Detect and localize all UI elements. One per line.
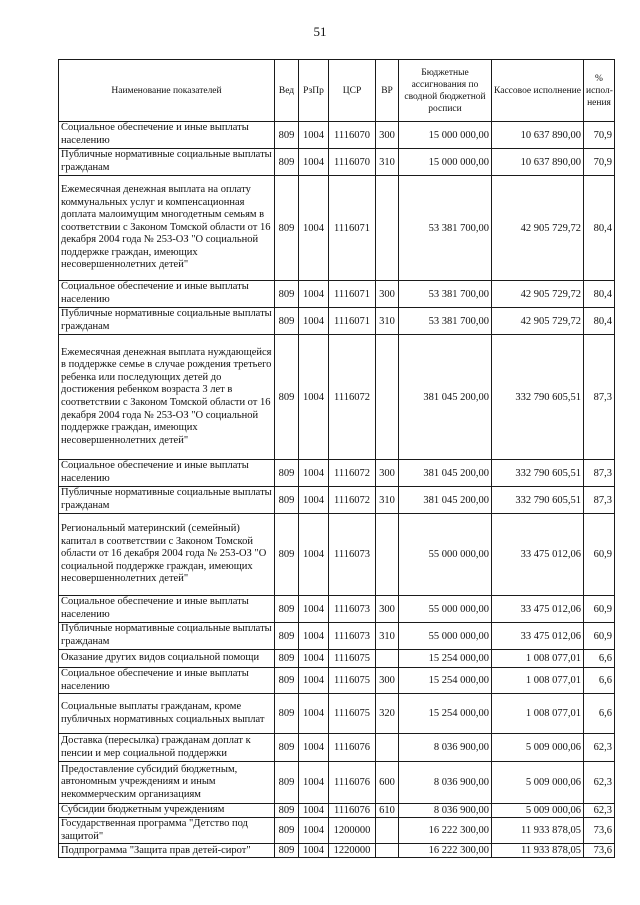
- cell-pct: 6,6: [584, 650, 615, 668]
- cell-name: Предоставление субсидий бюджетным, автономным учреждениям и иным некоммерческим организациям: [59, 762, 275, 804]
- cell-rzpr: 1004: [299, 668, 329, 694]
- cell-vr: 300: [376, 596, 399, 623]
- cell-assign: 55 000 000,00: [399, 623, 492, 650]
- cell-vr: 320: [376, 694, 399, 734]
- cell-rzpr: 1004: [299, 734, 329, 762]
- cell-rzpr: 1004: [299, 149, 329, 176]
- cell-csr: 1116071: [329, 176, 376, 281]
- cell-pct: 6,6: [584, 668, 615, 694]
- cell-rzpr: 1004: [299, 762, 329, 804]
- cell-vr: 310: [376, 308, 399, 335]
- cell-cash: 5 009 000,06: [492, 734, 584, 762]
- cell-ved: 809: [275, 149, 299, 176]
- cell-name: Социальное обеспечение и иные выплаты населению: [59, 281, 275, 308]
- cell-cash: 1 008 077,01: [492, 668, 584, 694]
- cell-csr: 1220000: [329, 844, 376, 858]
- cell-cash: 33 475 012,06: [492, 596, 584, 623]
- cell-name: Подпрограмма "Защита прав детей-сирот": [59, 844, 275, 858]
- cell-cash: 11 933 878,05: [492, 844, 584, 858]
- table-row: [59, 762, 615, 804]
- cell-pct: 73,6: [584, 844, 615, 858]
- cell-rzpr: 1004: [299, 487, 329, 514]
- cell-assign: 55 000 000,00: [399, 596, 492, 623]
- table-row: [59, 734, 615, 762]
- cell-vr: 600: [376, 762, 399, 804]
- cell-cash: 332 790 605,51: [492, 487, 584, 514]
- cell-ved: 809: [275, 694, 299, 734]
- cell-ved: 809: [275, 335, 299, 460]
- cell-assign: 15 254 000,00: [399, 668, 492, 694]
- cell-rzpr: 1004: [299, 596, 329, 623]
- cell-pct: 62,3: [584, 804, 615, 818]
- cell-csr: 1116075: [329, 650, 376, 668]
- cell-rzpr: 1004: [299, 818, 329, 844]
- cell-pct: 87,3: [584, 487, 615, 514]
- cell-vr: 300: [376, 281, 399, 308]
- header-row: [59, 60, 615, 122]
- cell-vr: [376, 335, 399, 460]
- cell-cash: 1 008 077,01: [492, 650, 584, 668]
- cell-csr: 1116073: [329, 514, 376, 596]
- cell-csr: 1116071: [329, 281, 376, 308]
- cell-cash: 1 008 077,01: [492, 694, 584, 734]
- cell-pct: 80,4: [584, 176, 615, 281]
- cell-assign: 15 000 000,00: [399, 122, 492, 149]
- cell-csr: 1116075: [329, 668, 376, 694]
- cell-vr: [376, 650, 399, 668]
- cell-pct: 60,9: [584, 623, 615, 650]
- cell-ved: 809: [275, 460, 299, 487]
- cell-name: Социальное обеспечение и иные выплаты населению: [59, 460, 275, 487]
- cell-name: Региональный материнский (семейный) капитал в соответствии с Законом Томской области от 16 декабря 2004 года № 253-ОЗ "О социальной поддержке граждан, имеющих несовершеннолетних детей": [59, 514, 275, 596]
- cell-ved: 809: [275, 668, 299, 694]
- header-percent: % испол-нения: [584, 60, 615, 122]
- cell-name: Ежемесячная денежная выплата на оплату коммунальных услуг и компенсационная доплата малоимущим многодетным семьям в соответствии с Законом Томской области от 16 декабря 2004 года № 253-ОЗ "О социальной поддержке граждан, имеющих несовершеннолетних детей": [59, 176, 275, 281]
- cell-cash: 10 637 890,00: [492, 122, 584, 149]
- cell-ved: 809: [275, 818, 299, 844]
- cell-vr: 300: [376, 460, 399, 487]
- cell-cash: 42 905 729,72: [492, 308, 584, 335]
- cell-rzpr: 1004: [299, 694, 329, 734]
- cell-ved: 809: [275, 487, 299, 514]
- cell-rzpr: 1004: [299, 623, 329, 650]
- cell-ved: 809: [275, 650, 299, 668]
- cell-cash: 5 009 000,06: [492, 762, 584, 804]
- cell-cash: 33 475 012,06: [492, 514, 584, 596]
- header-cash-execution: Кассовое исполнение: [492, 60, 584, 122]
- table-row: [59, 596, 615, 623]
- page-number: 51: [313, 24, 327, 39]
- cell-ved: 809: [275, 596, 299, 623]
- cell-pct: 62,3: [584, 762, 615, 804]
- cell-assign: 15 254 000,00: [399, 694, 492, 734]
- cell-pct: 87,3: [584, 460, 615, 487]
- table-row: [59, 514, 615, 596]
- cell-vr: 310: [376, 623, 399, 650]
- cell-ved: 809: [275, 281, 299, 308]
- cell-rzpr: 1004: [299, 460, 329, 487]
- cell-cash: 332 790 605,51: [492, 335, 584, 460]
- table-row: [59, 844, 615, 858]
- cell-name: Публичные нормативные социальные выплаты гражданам: [59, 149, 275, 176]
- table-row: [59, 149, 615, 176]
- cell-vr: 300: [376, 122, 399, 149]
- cell-name: Доставка (пересылка) гражданам доплат к пенсии и мер социальной поддержки: [59, 734, 275, 762]
- cell-csr: 1116072: [329, 335, 376, 460]
- cell-vr: 300: [376, 668, 399, 694]
- cell-vr: [376, 844, 399, 858]
- cell-vr: 310: [376, 487, 399, 514]
- cell-pct: 70,9: [584, 149, 615, 176]
- table-row: [59, 804, 615, 818]
- cell-csr: 1116073: [329, 623, 376, 650]
- cell-name: Публичные нормативные социальные выплаты гражданам: [59, 623, 275, 650]
- table-row: [59, 122, 615, 149]
- cell-pct: 80,4: [584, 308, 615, 335]
- cell-ved: 809: [275, 308, 299, 335]
- cell-pct: 87,3: [584, 335, 615, 460]
- cell-assign: 16 222 300,00: [399, 818, 492, 844]
- cell-pct: 80,4: [584, 281, 615, 308]
- cell-csr: 1116070: [329, 149, 376, 176]
- cell-cash: 10 637 890,00: [492, 149, 584, 176]
- header-vr: ВР: [376, 60, 399, 122]
- cell-pct: 73,6: [584, 818, 615, 844]
- table-row: [59, 281, 615, 308]
- cell-ved: 809: [275, 122, 299, 149]
- cell-pct: 62,3: [584, 734, 615, 762]
- cell-pct: 6,6: [584, 694, 615, 734]
- cell-ved: 809: [275, 176, 299, 281]
- cell-pct: 60,9: [584, 596, 615, 623]
- table-row: [59, 694, 615, 734]
- cell-cash: 42 905 729,72: [492, 176, 584, 281]
- cell-assign: 15 254 000,00: [399, 650, 492, 668]
- table-row: [59, 818, 615, 844]
- cell-ved: 809: [275, 514, 299, 596]
- cell-cash: 33 475 012,06: [492, 623, 584, 650]
- cell-assign: 15 000 000,00: [399, 149, 492, 176]
- cell-vr: [376, 514, 399, 596]
- cell-assign: 381 045 200,00: [399, 460, 492, 487]
- table-row: [59, 176, 615, 281]
- cell-ved: 809: [275, 623, 299, 650]
- cell-csr: 1116071: [329, 308, 376, 335]
- header-assignments: Бюджетные ассигнования по сводной бюджетной росписи: [399, 60, 492, 122]
- header-name: Наименование показателей: [59, 60, 275, 122]
- cell-name: Публичные нормативные социальные выплаты гражданам: [59, 308, 275, 335]
- cell-rzpr: 1004: [299, 308, 329, 335]
- cell-cash: 5 009 000,06: [492, 804, 584, 818]
- header-rzpr: РзПр: [299, 60, 329, 122]
- cell-ved: 809: [275, 734, 299, 762]
- table-row: [59, 623, 615, 650]
- cell-cash: 332 790 605,51: [492, 460, 584, 487]
- cell-csr: 1116073: [329, 596, 376, 623]
- cell-vr: 610: [376, 804, 399, 818]
- cell-ved: 809: [275, 844, 299, 858]
- cell-csr: 1116076: [329, 734, 376, 762]
- cell-assign: 16 222 300,00: [399, 844, 492, 858]
- cell-csr: 1116076: [329, 804, 376, 818]
- cell-rzpr: 1004: [299, 844, 329, 858]
- cell-name: Субсидии бюджетным учреждениям: [59, 804, 275, 818]
- cell-name: Социальное обеспечение и иные выплаты населению: [59, 596, 275, 623]
- cell-assign: 8 036 900,00: [399, 734, 492, 762]
- cell-assign: 8 036 900,00: [399, 762, 492, 804]
- cell-assign: 8 036 900,00: [399, 804, 492, 818]
- table-row: [59, 308, 615, 335]
- cell-csr: 1116070: [329, 122, 376, 149]
- cell-rzpr: 1004: [299, 122, 329, 149]
- header-ved: Вед: [275, 60, 299, 122]
- cell-name: Публичные нормативные социальные выплаты гражданам: [59, 487, 275, 514]
- cell-csr: 1116075: [329, 694, 376, 734]
- header-csr: ЦСР: [329, 60, 376, 122]
- table-row: [59, 668, 615, 694]
- cell-cash: 11 933 878,05: [492, 818, 584, 844]
- table-row: [59, 650, 615, 668]
- cell-vr: [376, 734, 399, 762]
- cell-cash: 42 905 729,72: [492, 281, 584, 308]
- cell-name: Социальные выплаты гражданам, кроме публичных нормативных социальных выплат: [59, 694, 275, 734]
- cell-csr: 1116072: [329, 460, 376, 487]
- cell-name: Социальное обеспечение и иные выплаты населению: [59, 122, 275, 149]
- table-row: [59, 460, 615, 487]
- cell-pct: 70,9: [584, 122, 615, 149]
- cell-rzpr: 1004: [299, 650, 329, 668]
- cell-assign: 53 381 700,00: [399, 281, 492, 308]
- table-row: [59, 487, 615, 514]
- cell-assign: 381 045 200,00: [399, 487, 492, 514]
- cell-name: Ежемесячная денежная выплата нуждающейся в поддержке семье в случае рождения третьего ребенка или последующих детей до достижения ребенком возраста 3 лет в соответствии с Законом Томской области от 16 декабря 2004 года № 253-ОЗ "О социальной поддержке граждан, имеющих несовершеннолетних детей": [59, 335, 275, 460]
- cell-rzpr: 1004: [299, 281, 329, 308]
- cell-vr: 310: [376, 149, 399, 176]
- cell-csr: 1116072: [329, 487, 376, 514]
- cell-rzpr: 1004: [299, 804, 329, 818]
- cell-rzpr: 1004: [299, 335, 329, 460]
- cell-vr: [376, 176, 399, 281]
- cell-csr: 1200000: [329, 818, 376, 844]
- table-row: [59, 335, 615, 460]
- cell-name: Государственная программа "Детство под защитой": [59, 818, 275, 844]
- cell-assign: 55 000 000,00: [399, 514, 492, 596]
- cell-ved: 809: [275, 762, 299, 804]
- cell-assign: 53 381 700,00: [399, 308, 492, 335]
- cell-name: Социальное обеспечение и иные выплаты населению: [59, 668, 275, 694]
- cell-vr: [376, 818, 399, 844]
- cell-name: Оказание других видов социальной помощи: [59, 650, 275, 668]
- cell-rzpr: 1004: [299, 514, 329, 596]
- budget-table: [58, 59, 615, 858]
- cell-csr: 1116076: [329, 762, 376, 804]
- cell-rzpr: 1004: [299, 176, 329, 281]
- cell-pct: 60,9: [584, 514, 615, 596]
- cell-assign: 53 381 700,00: [399, 176, 492, 281]
- cell-ved: 809: [275, 804, 299, 818]
- cell-assign: 381 045 200,00: [399, 335, 492, 460]
